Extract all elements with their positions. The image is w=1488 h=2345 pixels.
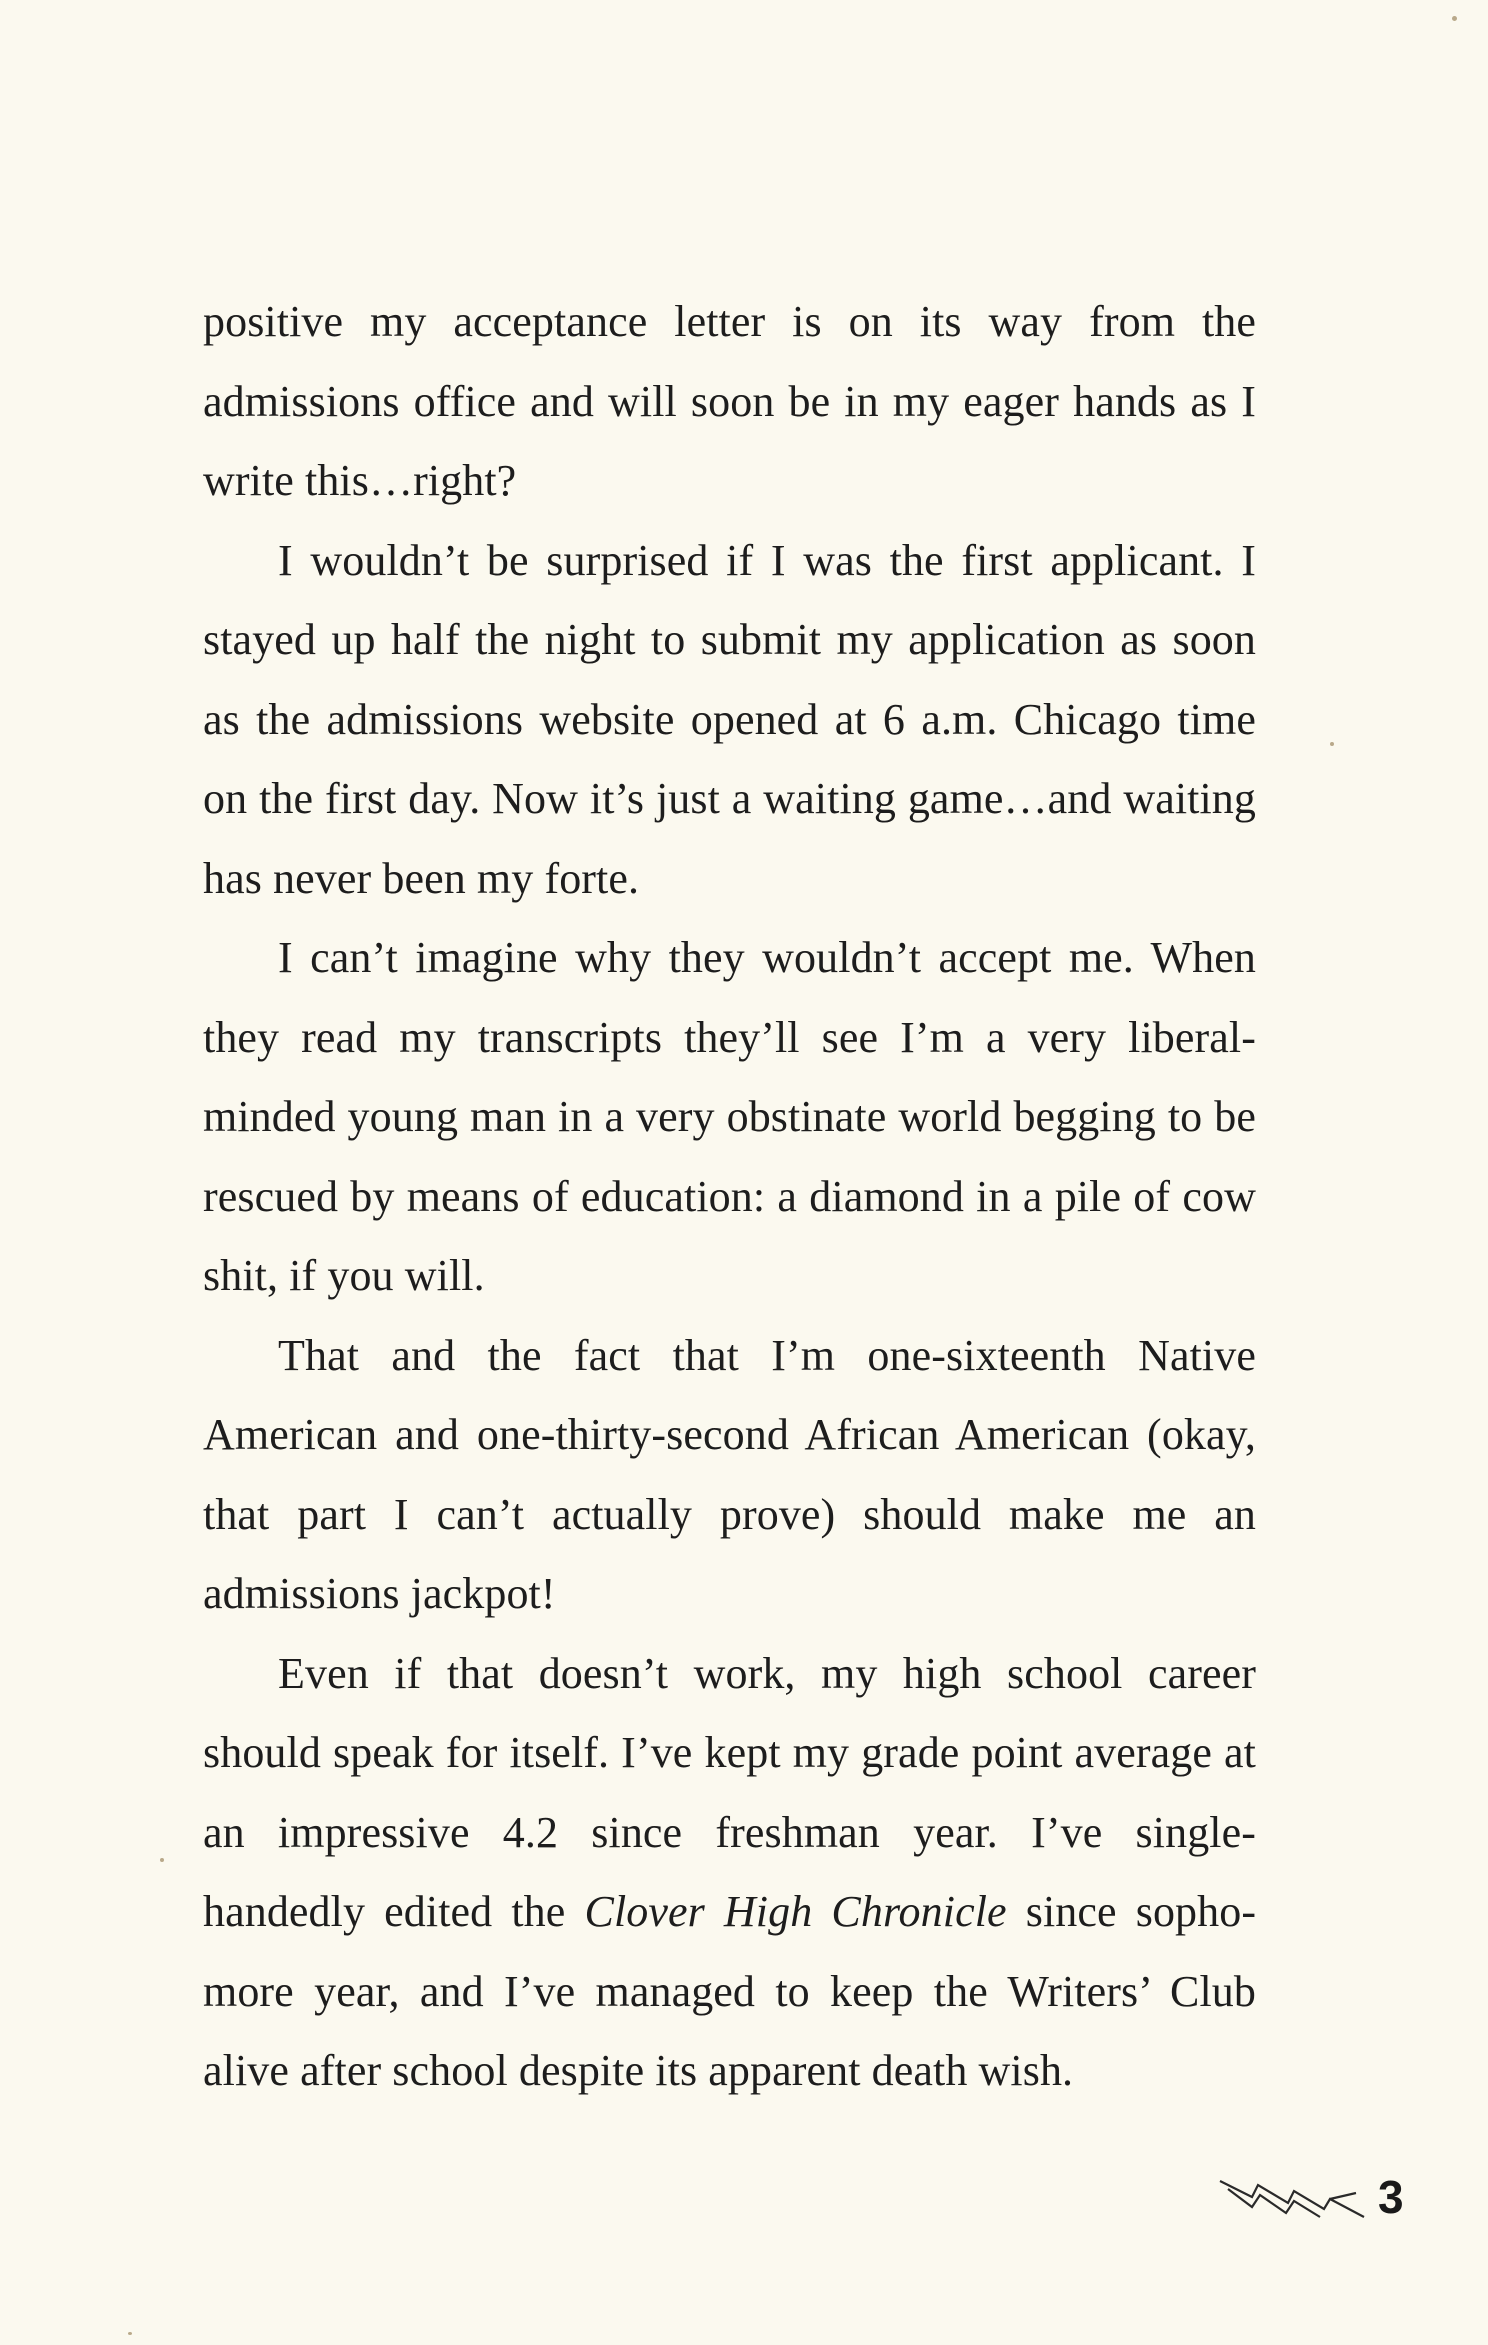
body-text bbox=[203, 282, 1256, 2111]
paragraph-4-text: That and the fact that I’m one-sixteenth Native American and one-thirty-second African American (okay, that part I can’t actually prove) should make me an admissions jackpot! bbox=[203, 1330, 1256, 1618]
page-folio bbox=[1218, 2167, 1408, 2227]
paragraph-4 bbox=[203, 1316, 1256, 1634]
paragraph-1-text: positive my acceptance letter is on its way from the admissions office and will soon be in my eager hands as I write this…right? bbox=[203, 297, 1256, 505]
lightning-bolt-icon bbox=[1218, 2175, 1368, 2219]
paper-speck bbox=[1330, 742, 1334, 746]
paragraph-1 bbox=[203, 282, 1256, 521]
paper-speck bbox=[1452, 16, 1457, 21]
paper-speck bbox=[160, 1858, 164, 1862]
newspaper-title: Clover High Chronicle bbox=[584, 1887, 1007, 1936]
paragraph-5 bbox=[203, 1634, 1256, 2111]
paragraph-3-text: I can’t imagine why they wouldn’t accept me. When they read my transcripts they’ll see I’m a very liberal-minded young man in a very obstinate world begging to be rescued by means of education: a diamond in a pile of cow shit, if you will. bbox=[203, 933, 1256, 1300]
paragraph-5-text-a: Even if that doesn’t work, my high school career should speak for itself. I’ve kept my grade point average at an impressive 4.2 since freshman year. I’ve single-handedly edited the bbox=[203, 1648, 1256, 1936]
paragraph-5-text-b: since sophomore year, and I’ve managed to keep the Writers’ Club alive after school despite its apparent death wish. bbox=[203, 1887, 1257, 2095]
page-number: 3 bbox=[1378, 2171, 1404, 2223]
paper-speck bbox=[128, 2332, 132, 2335]
paragraph-3 bbox=[203, 918, 1256, 1316]
paragraph-2-text: I wouldn’t be surprised if I was the first applicant. I stayed up half the night to submit my application as soon as the admissions website opened at 6 a.m. Chicago time on the first day. Now it’s just a waiting game…and waiting has never been my forte. bbox=[203, 535, 1256, 903]
paragraph-2 bbox=[203, 521, 1256, 919]
